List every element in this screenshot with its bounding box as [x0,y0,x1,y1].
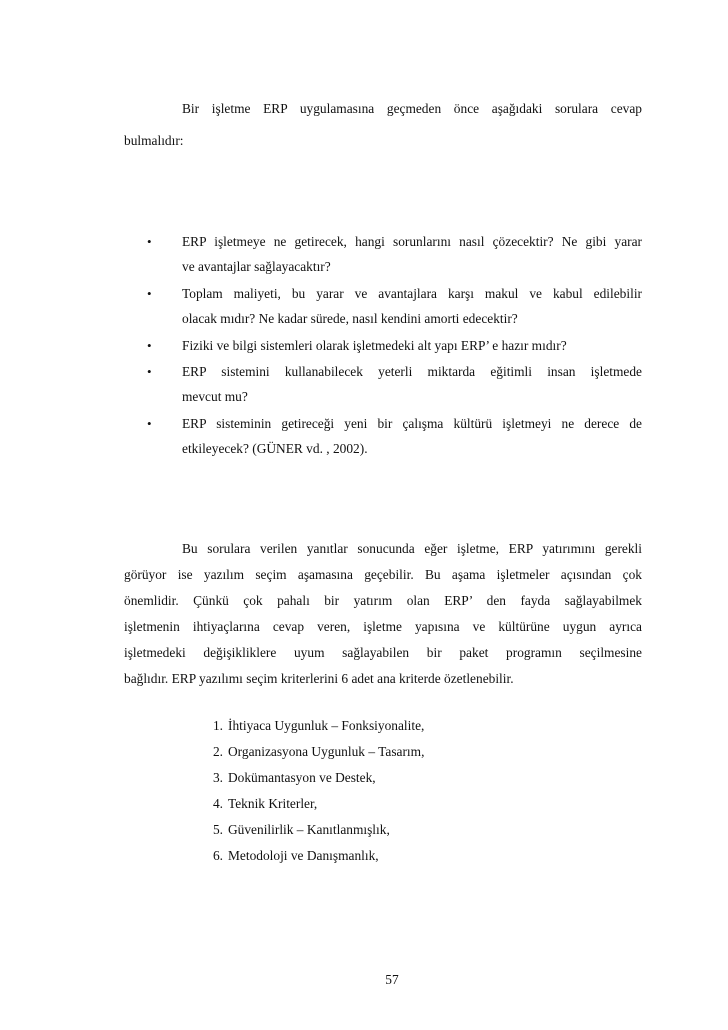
criteria-number: 2. [212,744,223,759]
bullet-icon: • [147,338,152,353]
criteria-text: Organizasyona Uygunluk – Tasarım, [228,744,425,759]
list-item-line: olacak mıdır? Ne kadar sürede, nasıl kendini amorti edecektir? [182,311,518,326]
criteria-number: 1. [212,718,223,733]
list-item-line: ERP işletmeye ne getirecek, hangi sorunlarını nasıl çözecektir? Ne gibi yarar [182,234,642,249]
list-item-line: Fiziki ve bilgi sistemleri olarak işletmedeki alt yapı ERP’ e hazır mıdır? [182,338,567,353]
criteria-text: Güvenilirlik – Kanıtlanmışlık, [228,822,390,837]
list-item-line: mevcut mu? [182,389,248,404]
bullet-icon: • [147,286,152,301]
criteria-number: 3. [212,770,223,785]
criteria-number: 5. [212,822,223,837]
intro-line-1: Bir işletme ERP uygulamasına geçmeden önce aşağıdaki sorulara cevap [182,101,642,116]
paragraph-line: görüyor ise yazılım seçim aşamasına geçebilir. Bu aşama işletmeler açısından çok [124,567,642,582]
criteria-text: Teknik Kriterler, [228,796,318,811]
paragraph-line: işletmenin ihtiyaçlarına cevap veren, işletme yapısına ve kültürüne uygun ayrıca [124,619,642,634]
criteria-number: 6. [212,848,223,863]
bullet-icon: • [147,234,152,249]
list-item-line: ERP sisteminin getireceği yeni bir çalışma kültürü işletmeyi ne derece de [182,416,642,431]
bullet-icon: • [147,416,152,431]
intro-line-2: bulmalıdır: [124,133,184,148]
criteria-text: Dokümantasyon ve Destek, [228,770,376,785]
list-item-line: ve avantajlar sağlayacaktır? [182,259,331,274]
paragraph-line: Bu sorulara verilen yanıtlar sonucunda eğer işletme, ERP yatırımını gerekli [182,541,642,556]
criteria-text: İhtiyaca Uygunluk – Fonksiyonalite, [228,718,425,733]
list-item-line: Toplam maliyeti, bu yarar ve avantajlara karşı makul ve kabul edilebilir [182,286,642,301]
paragraph-line: bağlıdır. ERP yazılımı seçim kriterlerini 6 adet ana kriterde özetlenebilir. [124,671,514,686]
bullet-icon: • [147,364,152,379]
page-number: 57 [385,972,399,987]
paragraph-line: önemlidir. Çünkü çok pahalı bir yatırım olan ERP’ den fayda sağlayabilmek [124,593,642,608]
paragraph-line: işletmedeki değişikliklere uyum sağlayabilen bir paket programın seçilmesine [124,645,642,660]
list-item-line: ERP sistemini kullanabilecek yeterli miktarda eğitimli insan işletmede [182,364,642,379]
criteria-text: Metodoloji ve Danışmanlık, [228,848,379,863]
criteria-number: 4. [212,796,223,811]
list-item-line: etkileyecek? (GÜNER vd. , 2002). [182,441,368,456]
